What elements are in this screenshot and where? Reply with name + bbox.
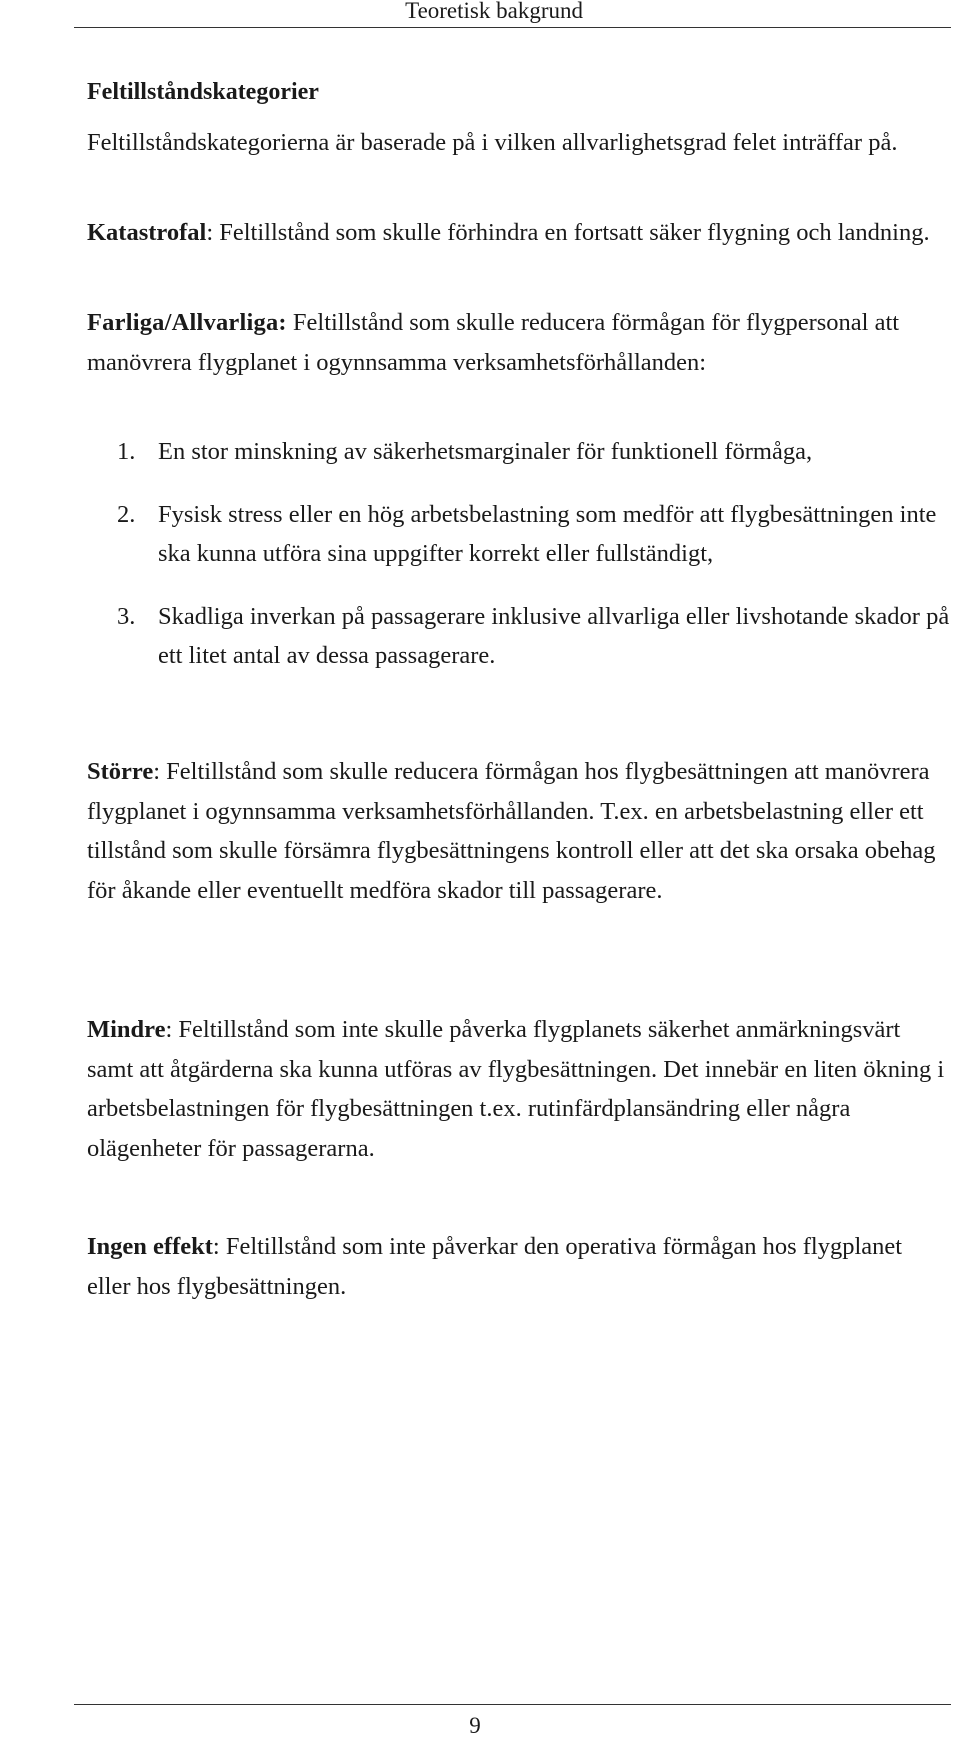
list-item-text: Skadliga inverkan på passagerare inklusive allvarliga eller livshotande skador på ett litet antal av dessa passagerare. [158,602,950,669]
mindre-text: : Feltillstånd som inte skulle påverka flygplanets säkerhet anmärkningsvärt samt att åtgärderna ska kunna utföras av flygbesättningen. Det innebär en liten ökning i arbetsbelastningen för flygbesättningen t.ex. rutinfärdplansändring eller några olägenheter för passagerarna. [87,1016,945,1162]
list-item-text: Fysisk stress eller en hög arbetsbelastning som medför att flygbesättningen inte ska kunna utföra sina uppgifter korrekt eller fullständigt, [158,500,937,567]
list-item-number: 2. [117,500,136,528]
intro-paragraph: Feltillståndskategorierna är baserade på i vilken allvarlighetsgrad felet inträffar på. [87,129,898,156]
storre-label: Större [87,758,154,785]
katastrofal-label: Katastrofal [87,219,207,246]
katastrofal-text: : Feltillstånd som skulle förhindra en fortsatt säker flygning och landning. [206,219,930,246]
list-item-text: En stor minskning av säkerhetsmarginaler för funktionell förmåga, [158,438,813,465]
list-item-number: 1. [117,438,136,465]
running-header: Teoretisk bakgrund [405,0,583,23]
ingen-effekt-label: Ingen effekt [87,1233,213,1260]
list-item-number: 3. [117,602,136,630]
ingen-effekt-paragraph [87,1227,947,1306]
farliga-paragraph [87,303,907,382]
list-item [117,597,957,676]
katastrofal-paragraph [87,213,957,253]
header-divider [74,27,951,28]
section-heading: Feltillståndskategorier [87,79,319,105]
farliga-text: Feltillstånd som skulle reducera förmågan för flygpersonal att manövrera flygplanet i ogynnsamma verksamhetsförhållanden: [87,309,900,376]
page-number: 9 [469,1713,481,1738]
storre-paragraph [87,752,947,910]
list-item [117,495,957,574]
severity-list [117,432,957,699]
mindre-paragraph [87,1010,947,1168]
storre-text: : Feltillstånd som skulle reducera förmågan hos flygbesättningen att manövrera flygplanet i ogynnsamma verksamhetsförhållanden. T.ex. en arbetsbelastning eller ett tillstånd som skulle försämra flygbesättningens kontroll eller att det ska orsaka obehag för åkande eller eventuellt medföra skador till passagerare. [87,758,936,904]
footer-divider [74,1704,951,1705]
mindre-label: Mindre [87,1016,166,1043]
farliga-label: Farliga/Allvarliga: [87,309,287,336]
ingen-effekt-text: : Feltillstånd som inte påverkar den operativa förmågan hos flygplanet eller hos flygbesättningen. [87,1233,903,1300]
list-item [117,432,957,472]
